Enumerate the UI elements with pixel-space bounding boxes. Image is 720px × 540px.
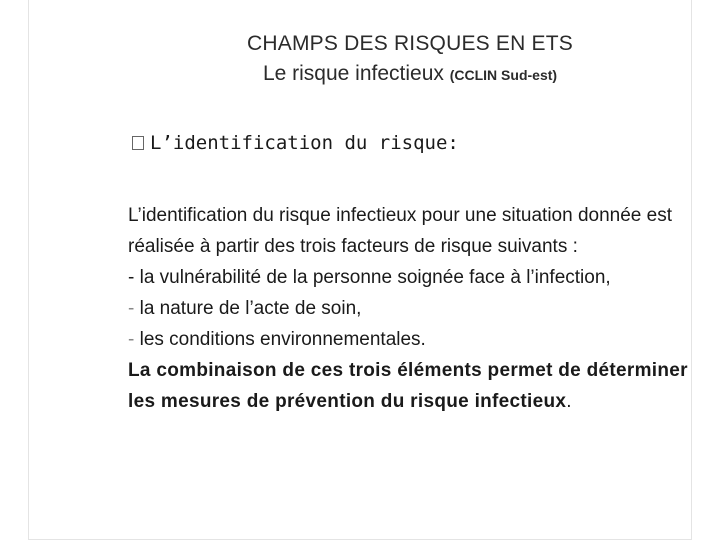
risk-factor-3 xyxy=(128,324,698,355)
dash-marker: - xyxy=(128,298,135,319)
conclusion-text: La combinaison de ces trois éléments permet de déterminer les mesures de prévention du risque infectieux xyxy=(128,360,688,412)
dash-marker: - xyxy=(128,329,135,350)
risk-factor-1: - la vulnérabilité de la personne soignée face à l’infection, xyxy=(128,267,611,288)
title-source: (CCLIN Sud-est) xyxy=(449,67,558,83)
slide-body xyxy=(128,200,698,417)
intro-paragraph: L’identification du risque infectieux pour une situation donnée est réalisée à partir des trois facteurs de risque suivants : xyxy=(128,205,672,257)
conclusion-paragraph xyxy=(128,355,698,417)
conclusion-period: . xyxy=(566,391,572,412)
section-heading: L’identification du risque: xyxy=(150,132,459,154)
checkbox-bullet-icon xyxy=(132,136,144,150)
title-line-1: CHAMPS DES RISQUES EN ETS xyxy=(247,32,573,55)
risk-factor-3-text: les conditions environnementales. xyxy=(139,329,426,350)
title-line-2 xyxy=(190,60,630,89)
risk-factor-2-text: la nature de l’acte de soin, xyxy=(139,298,362,319)
section-bullet xyxy=(132,132,459,154)
risk-factor-2 xyxy=(128,293,698,324)
slide-title xyxy=(190,30,630,89)
title-subject: Le risque infectieux xyxy=(262,62,444,85)
